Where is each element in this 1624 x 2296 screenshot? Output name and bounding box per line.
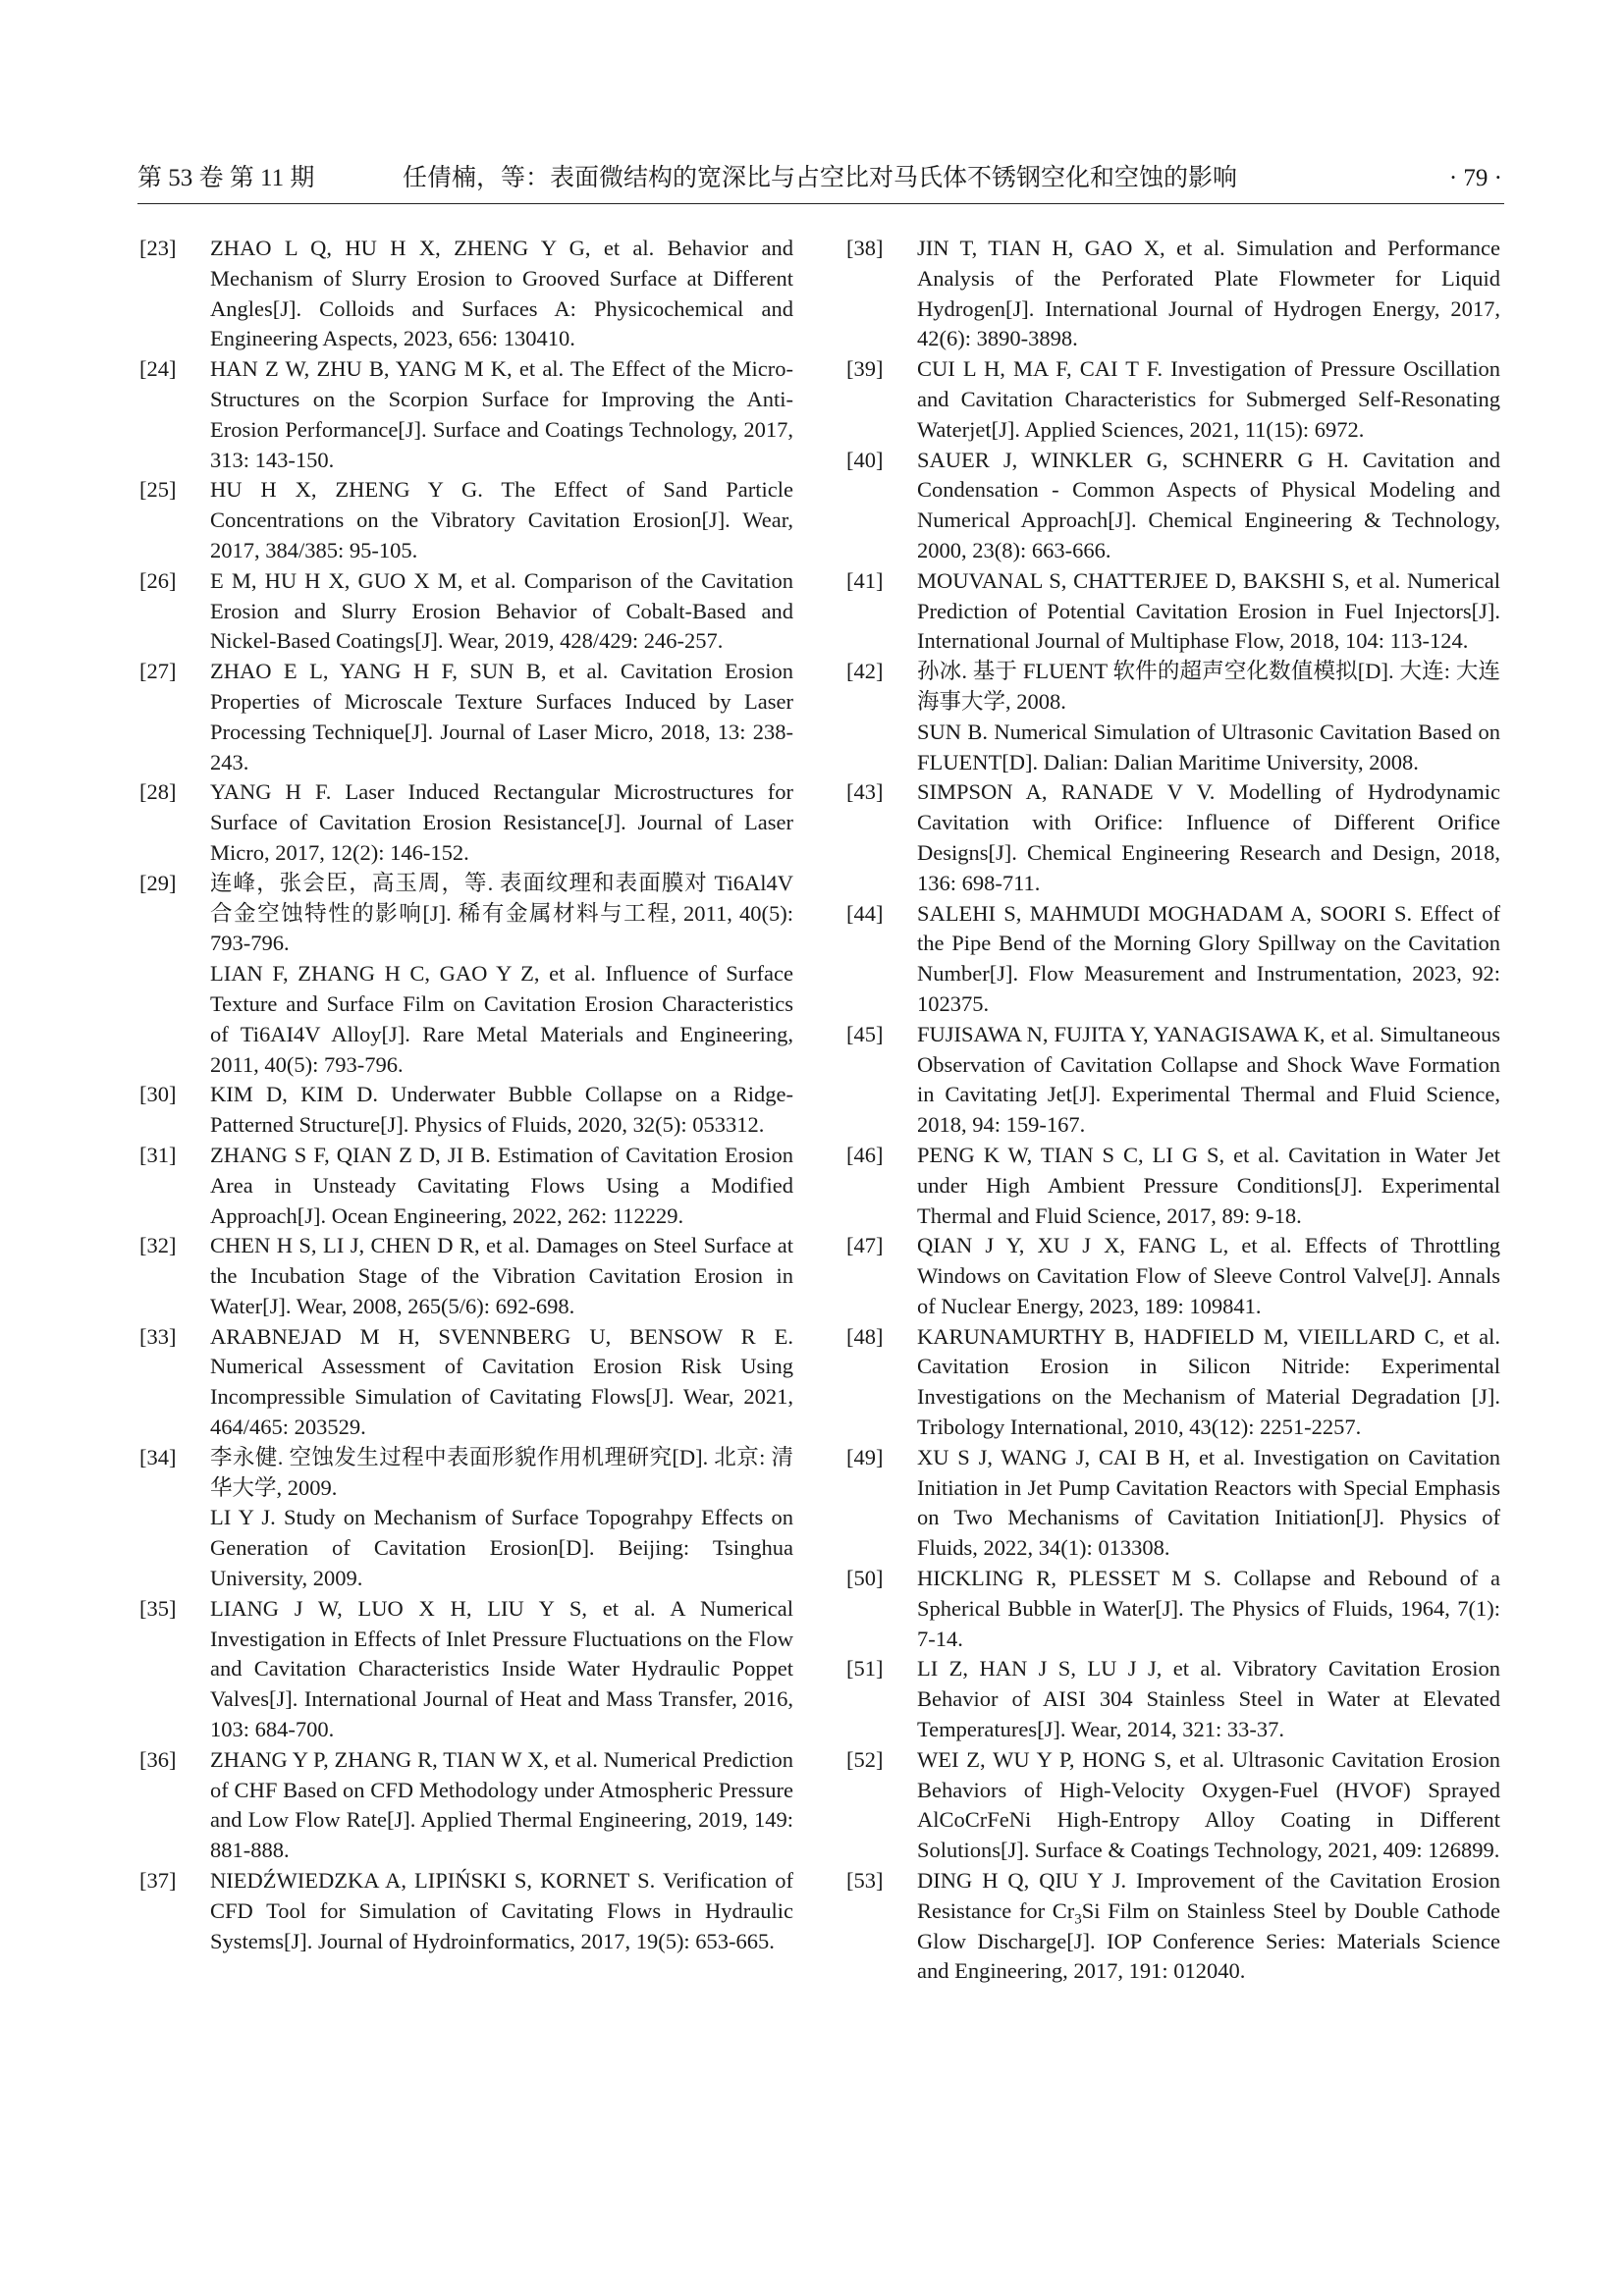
reference-entry	[139, 657, 793, 777]
reference-entry	[139, 566, 793, 657]
reference-text: SIMPSON A, RANADE V V. Modelling of Hydrodynamic Cavitation with Orifice: Influence of Different Orifice Designs[J]. Chemical Engineering Research and Design, 2018, 136: 698-711.	[917, 779, 1500, 895]
volume-issue: 第 53 卷 第 11 期	[137, 165, 315, 191]
running-title: 任倩楠，等：表面微结构的宽深比与占空比对马氏体不锈钢空化和空蚀的影响	[403, 165, 1238, 191]
reference-text: KIM D, KIM D. Underwater Bubble Collapse on a Ridge-Patterned Structure[J]. Physics of Fluids, 2020, 32(5): 053312.	[210, 1082, 793, 1138]
page-number: · 79 ·	[1448, 165, 1502, 191]
reference-number: [26]	[139, 567, 177, 593]
reference-text-chinese: 连峰，张会臣，高玉周，等. 表面纹理和表面膜对 Ti6Al4V 合金空蚀特性的影响[J]. 稀有金属材料与工程, 2011, 40(5): 793-796.	[210, 870, 793, 956]
reference-entry	[139, 1443, 793, 1594]
reference-number: [39]	[846, 356, 884, 382]
reference-number: [47]	[846, 1233, 884, 1258]
reference-text: YANG H F. Laser Induced Rectangular Microstructures for Surface of Cavitation Erosion Resistance[J]. Journal of Laser Micro, 2017, 12(2): 146-152.	[210, 779, 793, 865]
reference-text-chinese: 孙冰. 基于 FLUENT 软件的超声空化数值模拟[D]. 大连: 大连海事大学, 2008.	[917, 659, 1500, 714]
subscript: 3	[1074, 1911, 1082, 1928]
reference-number: [35]	[139, 1595, 177, 1621]
reference-text: LIANG J W, LUO X H, LIU Y S, et al. A Numerical Investigation in Effects of Inlet Pressure Fluctuations on the Flow and Cavitation Characteristics Inside Water Hydraulic Poppet Valves[J]. International Journal of Heat and Mass Transfer, 2016, 103: 684-700.	[210, 1595, 793, 1742]
reference-number: [45]	[846, 1021, 884, 1046]
reference-text: CUI L H, MA F, CAI T F. Investigation of Pressure Oscillation and Cavitation Characteristics for Submerged Self-Resonating Waterjet[J]. Applied Sciences, 2021, 11(15): 6972.	[917, 356, 1500, 442]
reference-entry	[139, 354, 793, 475]
reference-body	[210, 869, 793, 1081]
reference-text-part: Si Film on Stainless Steel by Double Cathode Glow Discharge[J]. IOP Conference Series: Materials Science and Engineering, 2017, 191: 012040.	[917, 1897, 1500, 1984]
reference-text	[917, 1866, 1500, 1987]
reference-number: [51]	[846, 1656, 884, 1682]
reference-number: [44]	[846, 900, 884, 926]
running-header	[137, 157, 1502, 200]
reference-number: [38]	[846, 236, 884, 260]
reference-body	[917, 657, 1500, 777]
reference-number: [31]	[139, 1142, 177, 1167]
reference-text: ZHAO L Q, HU H X, ZHENG Y G, et al. Behavior and Mechanism of Slurry Erosion to Grooved Surface at Different Angles[J]. Colloids and Surfaces A: Physicochemical and Engineering Aspects, 2023, 656: 130410.	[210, 236, 793, 351]
reference-number: [27]	[139, 659, 177, 684]
reference-entry	[139, 234, 793, 354]
reference-text: CHEN H S, LI J, CHEN D R, et al. Damages on Steel Surface at the Incubation Stage of the Vibration Cavitation Erosion in Water[J]. Wear, 2008, 265(5/6): 692-698.	[210, 1233, 793, 1318]
reference-text: JIN T, TIAN H, GAO X, et al. Simulation and Performance Analysis of the Perforated Plate Flowmeter for Liquid Hydrogen[J]. International Journal of Hydrogen Energy, 2017, 42(6): 3890-3898.	[917, 236, 1500, 351]
reference-number: [32]	[139, 1233, 177, 1258]
reference-text: PENG K W, TIAN S C, LI G S, et al. Cavitation in Water Jet under High Ambient Pressure Conditions[J]. Experimental Thermal and Fluid Science, 2017, 89: 9-18.	[917, 1142, 1500, 1228]
reference-entry	[139, 1594, 793, 1745]
reference-entry	[846, 1141, 1500, 1231]
reference-entry	[139, 1322, 793, 1443]
reference-text: XU S J, WANG J, CAI B H, et al. Investigation on Cavitation Initiation in Jet Pump Cavitation Reactors with Special Emphasis on Two Mechanisms of Cavitation Initiation[J]. Physics of Fluids, 2022, 34(1): 013308.	[917, 1444, 1500, 1561]
reference-entry	[846, 1231, 1500, 1321]
reference-entry	[846, 1654, 1500, 1744]
reference-entry	[139, 1080, 793, 1141]
reference-entry	[846, 354, 1500, 445]
reference-text-chinese: 李永健. 空蚀发生过程中表面形貌作用机理研究[D]. 北京: 清华大学, 2009.	[210, 1444, 793, 1500]
reference-entry	[846, 1020, 1500, 1141]
reference-number: [24]	[139, 356, 177, 382]
reference-text: ZHAO E L, YANG H F, SUN B, et al. Cavitation Erosion Properties of Microscale Texture Surfaces Induced by Laser Processing Technique[J]. Journal of Laser Micro, 2018, 13: 238-243.	[210, 659, 793, 774]
reference-number: [23]	[139, 236, 177, 260]
reference-text: ARABNEJAD M H, SVENNBERG U, BENSOW R E. Numerical Assessment of Cavitation Erosion Risk Using Incompressible Simulation of Cavitating Flows[J]. Wear, 2021, 464/465: 203529.	[210, 1323, 793, 1440]
reference-number: [29]	[139, 870, 177, 895]
reference-entry	[846, 777, 1500, 898]
reference-number: [33]	[139, 1323, 177, 1349]
reference-text-english: SUN B. Numerical Simulation of Ultrasonic Cavitation Based on FLUENT[D]. Dalian: Dalian Maritime University, 2008.	[917, 719, 1500, 774]
reference-entry	[846, 1322, 1500, 1443]
reference-entry	[139, 777, 793, 868]
reference-number: [46]	[846, 1142, 884, 1167]
reference-number: [52]	[846, 1746, 884, 1772]
reference-text-english: LI Y J. Study on Mechanism of Surface Topograhpy Effects on Generation of Cavitation Erosion[D]. Beijing: Tsinghua University, 2009.	[210, 1505, 793, 1591]
reference-number: [50]	[846, 1566, 884, 1591]
reference-body	[210, 1443, 793, 1594]
reference-entry	[139, 1231, 793, 1321]
reference-text: HAN Z W, ZHU B, YANG M K, et al. The Effect of the Micro-Structures on the Scorpion Surface for Improving the Anti-Erosion Performance[J]. Surface and Coatings Technology, 2017, 313: 143-150.	[210, 356, 793, 472]
reference-number: [42]	[846, 659, 884, 684]
header-rule	[137, 203, 1504, 204]
reference-text: SALEHI S, MAHMUDI MOGHADAM A, SOORI S. Effect of the Pipe Bend of the Morning Glory Spillway on the Cavitation Number[J]. Flow Measurement and Instrumentation, 2023, 92: 102375.	[917, 900, 1500, 1016]
reference-text: WEI Z, WU Y P, HONG S, et al. Ultrasonic Cavitation Erosion Behaviors of High-Velocity Oxygen-Fuel (HVOF) Sprayed AlCoCrFeNi High-Entropy Alloy Coating in Different Solutions[J]. Surface & Coatings Technology, 2021, 409: 126899.	[917, 1746, 1500, 1863]
reference-text: SAUER J, WINKLER G, SCHNERR G H. Cavitation and Condensation - Common Aspects of Physical Modeling and Numerical Approach[J]. Chemical Engineering & Technology, 2000, 23(8): 663-666.	[917, 447, 1500, 562]
reference-number: [37]	[139, 1868, 177, 1894]
reference-text: ZHANG S F, QIAN Z D, JI B. Estimation of Cavitation Erosion Area in Unsteady Cavitating Flows Using a Modified Approach[J]. Ocean Engineering, 2022, 262: 112229.	[210, 1142, 793, 1228]
reference-entry	[139, 475, 793, 565]
reference-number: [36]	[139, 1746, 177, 1772]
reference-text: FUJISAWA N, FUJITA Y, YANAGISAWA K, et al. Simultaneous Observation of Cavitation Collapse and Shock Wave Formation in Cavitating Jet[J]. Experimental Thermal and Fluid Science, 2018, 94: 159-167.	[917, 1021, 1500, 1138]
reference-number: [28]	[139, 779, 177, 805]
reference-text: E M, HU H X, GUO X M, et al. Comparison of the Cavitation Erosion and Slurry Erosion Behavior of Cobalt-Based and Nickel-Based Coatings[J]. Wear, 2019, 428/429: 246-257.	[210, 567, 793, 654]
reference-entry	[139, 1745, 793, 1866]
reference-text: MOUVANAL S, CHATTERJEE D, BAKSHI S, et al. Numerical Prediction of Potential Cavitation Erosion in Fuel Injectors[J]. International Journal of Multiphase Flow, 2018, 104: 113-124.	[917, 567, 1500, 654]
reference-text: QIAN J Y, XU J X, FANG L, et al. Effects of Throttling Windows on Cavitation Flow of Sleeve Control Valve[J]. Annals of Nuclear Energy, 2023, 189: 109841.	[917, 1233, 1500, 1318]
reference-entry	[139, 869, 793, 1081]
reference-entry	[846, 657, 1500, 777]
reference-number: [40]	[846, 447, 884, 472]
reference-text-part: DING H Q, QIU Y J. Improvement of the Cavitation Erosion Resistance for Cr	[917, 1868, 1500, 1923]
reference-number: [34]	[139, 1444, 177, 1469]
reference-text: NIEDŹWIEDZKA A, LIPIŃSKI S, KORNET S. Verification of CFD Tool for Simulation of Cavitating Flows in Hydraulic Systems[J]. Journal of Hydroinformatics, 2017, 19(5): 653-665.	[210, 1868, 793, 1953]
reference-number: [30]	[139, 1082, 177, 1107]
reference-number: [49]	[846, 1444, 884, 1469]
reference-entry	[846, 1866, 1500, 1987]
reference-text: KARUNAMURTHY B, HADFIELD M, VIEILLARD C, et al. Cavitation Erosion in Silicon Nitride: Experimental Investigations on the Mechanism of Material Degradation [J]. Tribology International, 2010, 43(12): 2251-2257.	[917, 1323, 1500, 1440]
reference-column-left	[139, 234, 793, 1956]
reference-text-english: LIAN F, ZHANG H C, GAO Y Z, et al. Influence of Surface Texture and Surface Film on Cavitation Erosion Characteristics of Ti6AI4V Alloy[J]. Rare Metal Materials and Engineering, 2011, 40(5): 793-796.	[210, 961, 793, 1077]
reference-text: LI Z, HAN J S, LU J J, et al. Vibratory Cavitation Erosion Behavior of AISI 304 Stainless Steel in Water at Elevated Temperatures[J]. Wear, 2014, 321: 33-37.	[917, 1656, 1500, 1742]
reference-entry	[139, 1141, 793, 1231]
reference-entry	[846, 446, 1500, 566]
reference-number: [53]	[846, 1868, 884, 1894]
reference-entry	[139, 1866, 793, 1956]
reference-number: [41]	[846, 567, 884, 593]
reference-entry	[846, 1443, 1500, 1564]
reference-entry	[846, 1564, 1500, 1654]
reference-entry	[846, 566, 1500, 657]
reference-entry	[846, 234, 1500, 354]
reference-entry	[846, 1745, 1500, 1866]
reference-text: HU H X, ZHENG Y G. The Effect of Sand Particle Concentrations on the Vibratory Cavitation Erosion[J]. Wear, 2017, 384/385: 95-105.	[210, 477, 793, 562]
reference-column-right	[846, 234, 1500, 1987]
reference-entry	[846, 899, 1500, 1020]
reference-number: [25]	[139, 477, 177, 503]
reference-text: HICKLING R, PLESSET M S. Collapse and Rebound of a Spherical Bubble in Water[J]. The Physics of Fluids, 1964, 7(1): 7-14.	[917, 1566, 1500, 1651]
reference-text: ZHANG Y P, ZHANG R, TIAN W X, et al. Numerical Prediction of CHF Based on CFD Methodology under Atmospheric Pressure and Low Flow Rate[J]. Applied Thermal Engineering, 2019, 149: 881-888.	[210, 1746, 793, 1863]
reference-number: [43]	[846, 779, 884, 805]
reference-number: [48]	[846, 1323, 884, 1349]
